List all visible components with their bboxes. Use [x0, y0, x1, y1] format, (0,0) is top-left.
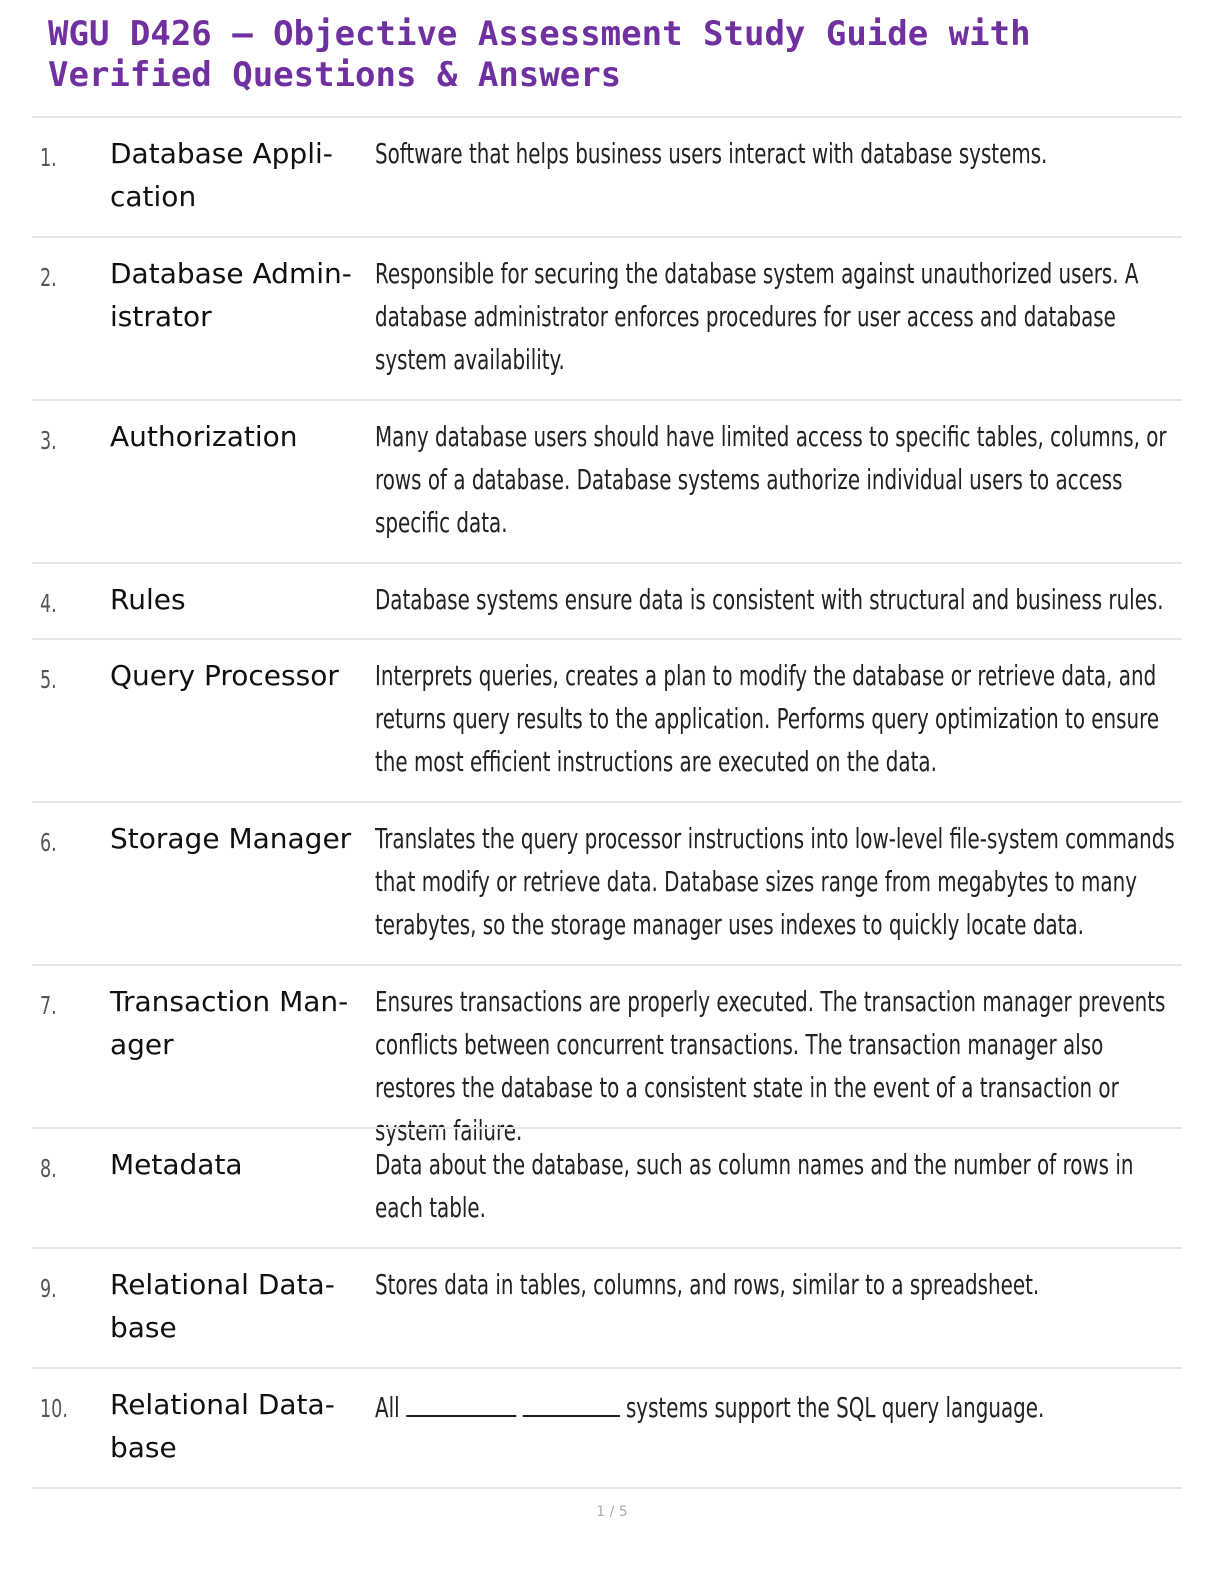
- item-definition: Stores data in tables, columns, and rows, similar to a spreadsheet.: [375, 1268, 1040, 1301]
- item-number: 1.: [40, 143, 57, 172]
- item-definition: [375, 1383, 1177, 1429]
- item-term: Relational Data- base: [110, 1268, 335, 1344]
- item-definition: Many database users should have limited access to specific tables, columns, or rows of a database. Database systems authorize individual users to access specific data.: [375, 420, 1167, 539]
- list-item: [32, 116, 1182, 236]
- definition-end: systems support the SQL query language.: [625, 1391, 1045, 1424]
- item-term: Transaction Man- ager: [110, 985, 349, 1061]
- page-title: WGU D426 – Objective Assessment Study Guide with Verified Questions & Answers: [48, 14, 1031, 95]
- list-item: [32, 399, 1182, 562]
- list-item: [32, 1127, 1182, 1247]
- list-item: [32, 1247, 1182, 1367]
- item-number: 3.: [40, 426, 57, 455]
- item-definition: Translates the query processor instructions into low-level file-system commands that modify or retrieve data. Database sizes range from megabytes to many terabytes, so the storage manager uses indexes to quickly locate data.: [375, 822, 1175, 941]
- item-definition: Software that helps business users interact with database systems.: [375, 137, 1048, 170]
- item-term: Query Processor: [110, 659, 339, 692]
- definition-start: All: [375, 1391, 400, 1424]
- item-definition: Database systems ensure data is consistent with structural and business rules.: [375, 583, 1164, 616]
- item-term: Relational Data- base: [110, 1388, 335, 1464]
- item-number: 7.: [40, 991, 57, 1020]
- item-term: Database Admin- istrator: [110, 257, 352, 333]
- item-number: 8.: [40, 1154, 57, 1183]
- item-definition: Data about the database, such as column names and the number of rows in each table.: [375, 1148, 1134, 1224]
- list-item: [32, 236, 1182, 399]
- item-term: Storage Manager: [110, 822, 352, 855]
- list-item: [32, 638, 1182, 801]
- item-number: 10.: [40, 1394, 68, 1423]
- item-number: 6.: [40, 828, 57, 857]
- item-number: 2.: [40, 263, 57, 292]
- item-number: 5.: [40, 665, 57, 694]
- list-item: [32, 964, 1182, 1147]
- item-term: Authorization: [110, 420, 298, 453]
- list-item: [32, 1367, 1182, 1489]
- fill-in-blank: [522, 1383, 619, 1417]
- item-number: 4.: [40, 589, 57, 618]
- item-term: Metadata: [110, 1148, 243, 1181]
- item-term: Rules: [110, 583, 186, 616]
- item-definition: Ensures transactions are properly executed. The transaction manager prevents conflicts between concurrent transactions. The transaction manager also restores the database to a consistent state in the event of a transaction or system failure.: [375, 985, 1166, 1147]
- list-item: [32, 801, 1182, 964]
- item-definition: Interprets queries, creates a plan to modify the database or retrieve data, and returns query results to the application. Performs query optimization to ensure the most efficient instructions are executed on the data.: [375, 659, 1160, 778]
- flashcard-list: [32, 116, 1182, 1489]
- item-number: 9.: [40, 1274, 57, 1303]
- item-definition: Responsible for securing the database system against unauthorized users. A database administrator enforces procedures for user access and database system availability.: [375, 257, 1139, 376]
- fill-in-blank: [406, 1383, 516, 1417]
- item-term: Database Appli- cation: [110, 137, 333, 213]
- list-item: [32, 562, 1182, 638]
- page-number: 1 / 5: [596, 1504, 628, 1520]
